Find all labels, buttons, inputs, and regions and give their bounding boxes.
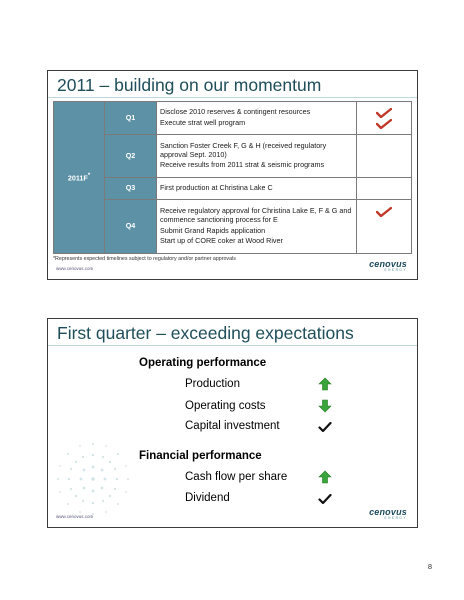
footnote: *Represents expected timelines subject to regulatory and/or partner approvals (53, 256, 236, 262)
list-item: Dividend (185, 492, 230, 504)
milestone-item: Receive results from 2011 strat & seismic programs (160, 160, 325, 170)
arrow-down-icon (318, 399, 332, 413)
title-divider (48, 97, 417, 98)
milestone-item: Disclose 2010 reserves & contingent resources (160, 107, 311, 117)
page-number: 8 (427, 562, 432, 571)
operating-heading: Operating performance (139, 357, 267, 369)
status-cell (357, 135, 412, 178)
arrow-up-icon (318, 377, 332, 391)
logo-wordmark: cenovus (369, 259, 407, 269)
title-divider (48, 345, 417, 346)
quarter-label: Q1 (105, 102, 157, 135)
company-logo (369, 507, 407, 520)
milestone-items (157, 135, 357, 178)
milestone-item: Execute strat well program (160, 118, 246, 127)
footer-url: www.cenovus.com (56, 266, 94, 271)
year-label: 2011F (67, 173, 88, 183)
status-cell (357, 178, 412, 200)
milestone-table (53, 101, 412, 254)
table-row (54, 178, 412, 200)
check-icon (376, 207, 392, 217)
financial-heading: Financial performance (139, 450, 262, 462)
slide-first-quarter (47, 318, 418, 528)
quarter-label: Q3 (105, 178, 157, 200)
logo-tagline: ENERGY (384, 516, 407, 520)
year-cell (54, 102, 105, 254)
milestone-item: First production at Christina Lake C (160, 183, 273, 193)
slide-2011-plan (47, 70, 418, 280)
slide-title: First quarter – exceeding expectations (57, 323, 354, 343)
milestone-item: Receive regulatory approval for Christina Lake E, F & G and commence sanctioning process for E (160, 206, 352, 224)
check-icon (376, 119, 392, 129)
check-icon (376, 108, 392, 118)
year-marker: * (87, 173, 91, 179)
quarter-label: Q2 (105, 135, 157, 178)
list-item: Production (185, 378, 240, 390)
logo-tagline: ENERGY (384, 268, 407, 272)
arrow-up-icon (318, 470, 332, 484)
checkmark-icon (318, 420, 332, 434)
footer-url: www.cenovus.com (56, 514, 94, 519)
milestone-items (157, 102, 357, 135)
list-item: Operating costs (185, 400, 266, 412)
slide-title: 2011 – building on our momentum (57, 75, 322, 95)
milestone-item: Sanction Foster Creek F, G & H (received regulatory approval Sept. 2010) (160, 141, 327, 159)
milestone-items (157, 200, 357, 254)
quarter-label: Q4 (105, 200, 157, 254)
company-logo (369, 259, 407, 272)
milestone-items (157, 178, 357, 200)
table-row (54, 135, 412, 178)
table-row (54, 102, 412, 135)
status-cell (357, 102, 412, 135)
list-item: Capital investment (185, 420, 280, 432)
list-item: Cash flow per share (185, 471, 288, 483)
milestone-item: Submit Grand Rapids application (160, 225, 266, 235)
logo-wordmark: cenovus (369, 507, 407, 517)
decorative-dot-pattern (48, 434, 138, 524)
status-cell (357, 200, 412, 254)
checkmark-icon (318, 492, 332, 506)
table-row (54, 200, 412, 254)
milestone-item: Start up of CORE coker at Wood River (160, 236, 283, 246)
